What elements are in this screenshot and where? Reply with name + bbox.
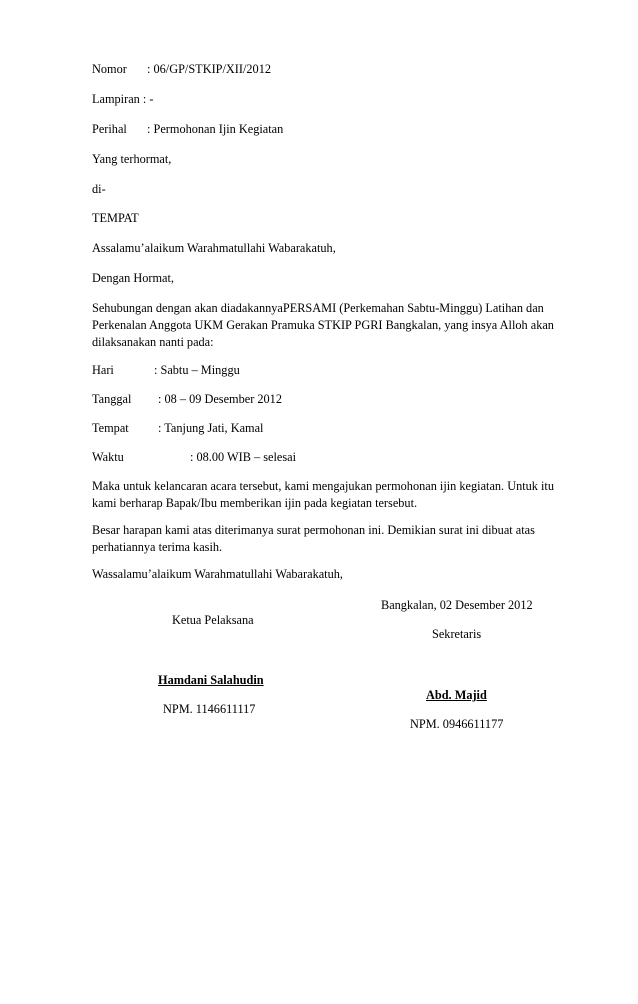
detail-label-waktu: Waktu (92, 450, 124, 464)
left-signatory-role: Ketua Pelaksana (172, 613, 254, 627)
closing-p1-line-2: kami berharap Bapak/Ibu memberikan ijin pada kegiatan tersebut. (92, 496, 418, 510)
right-signatory-npm: NPM. 0946611177 (410, 717, 504, 731)
intro-line-3: dilaksanakan nanti pada: (92, 335, 214, 349)
detail-label-tanggal: Tanggal (92, 392, 132, 406)
nomor-label: Nomor (92, 62, 127, 76)
left-signatory-npm: NPM. 1146611117 (163, 702, 256, 716)
intro-line-1: Sehubungan dengan akan diadakannyaPERSAMI (Perkemahan Sabtu-Minggu) Latihan dan (92, 301, 544, 315)
closing-salam: Wassalamu’alaikum Warahmatullahi Wabarakatuh, (92, 567, 343, 581)
closing-p2-line-1: Besar harapan kami atas diterimanya surat permohonan ini. Demikian surat ini dibuat atas (92, 523, 535, 537)
detail-value-waktu: : 08.00 WIB – selesai (190, 450, 296, 464)
detail-value-tempat: : Tanjung Jati, Kamal (158, 421, 264, 435)
address-tempat: TEMPAT (92, 211, 139, 225)
detail-label-hari: Hari (92, 363, 114, 377)
right-signatory-name: Abd. Majid (426, 688, 487, 702)
perihal-label: Perihal (92, 122, 127, 136)
perihal-value: : Permohonan Ijin Kegiatan (147, 122, 284, 136)
opening-hormat: Dengan Hormat, (92, 271, 174, 285)
right-signatory-role: Sekretaris (432, 627, 482, 641)
lampiran-line: Lampiran : - (92, 92, 154, 106)
left-signatory-name: Hamdani Salahudin (158, 673, 264, 687)
place-date: Bangkalan, 02 Desember 2012 (381, 598, 533, 612)
opening-salam: Assalamu’alaikum Warahmatullahi Wabarakatuh, (92, 241, 336, 255)
nomor-value: : 06/GP/STKIP/XII/2012 (147, 62, 272, 76)
detail-value-tanggal: : 08 – 09 Desember 2012 (158, 392, 282, 406)
detail-value-hari: : Sabtu – Minggu (154, 363, 240, 377)
intro-line-2: Perkenalan Anggota UKM Gerakan Pramuka STKIP PGRI Bangkalan, yang insya Alloh akan (92, 318, 554, 332)
closing-p2-line-2: perhatiannya terima kasih. (92, 540, 223, 554)
detail-label-tempat: Tempat (92, 421, 129, 435)
closing-p1-line-1: Maka untuk kelancaran acara tersebut, kami mengajukan permohonan ijin kegiatan. Untuk itu (92, 479, 554, 493)
greeting: Yang terhormat, (92, 152, 172, 166)
address-di: di- (92, 182, 106, 196)
